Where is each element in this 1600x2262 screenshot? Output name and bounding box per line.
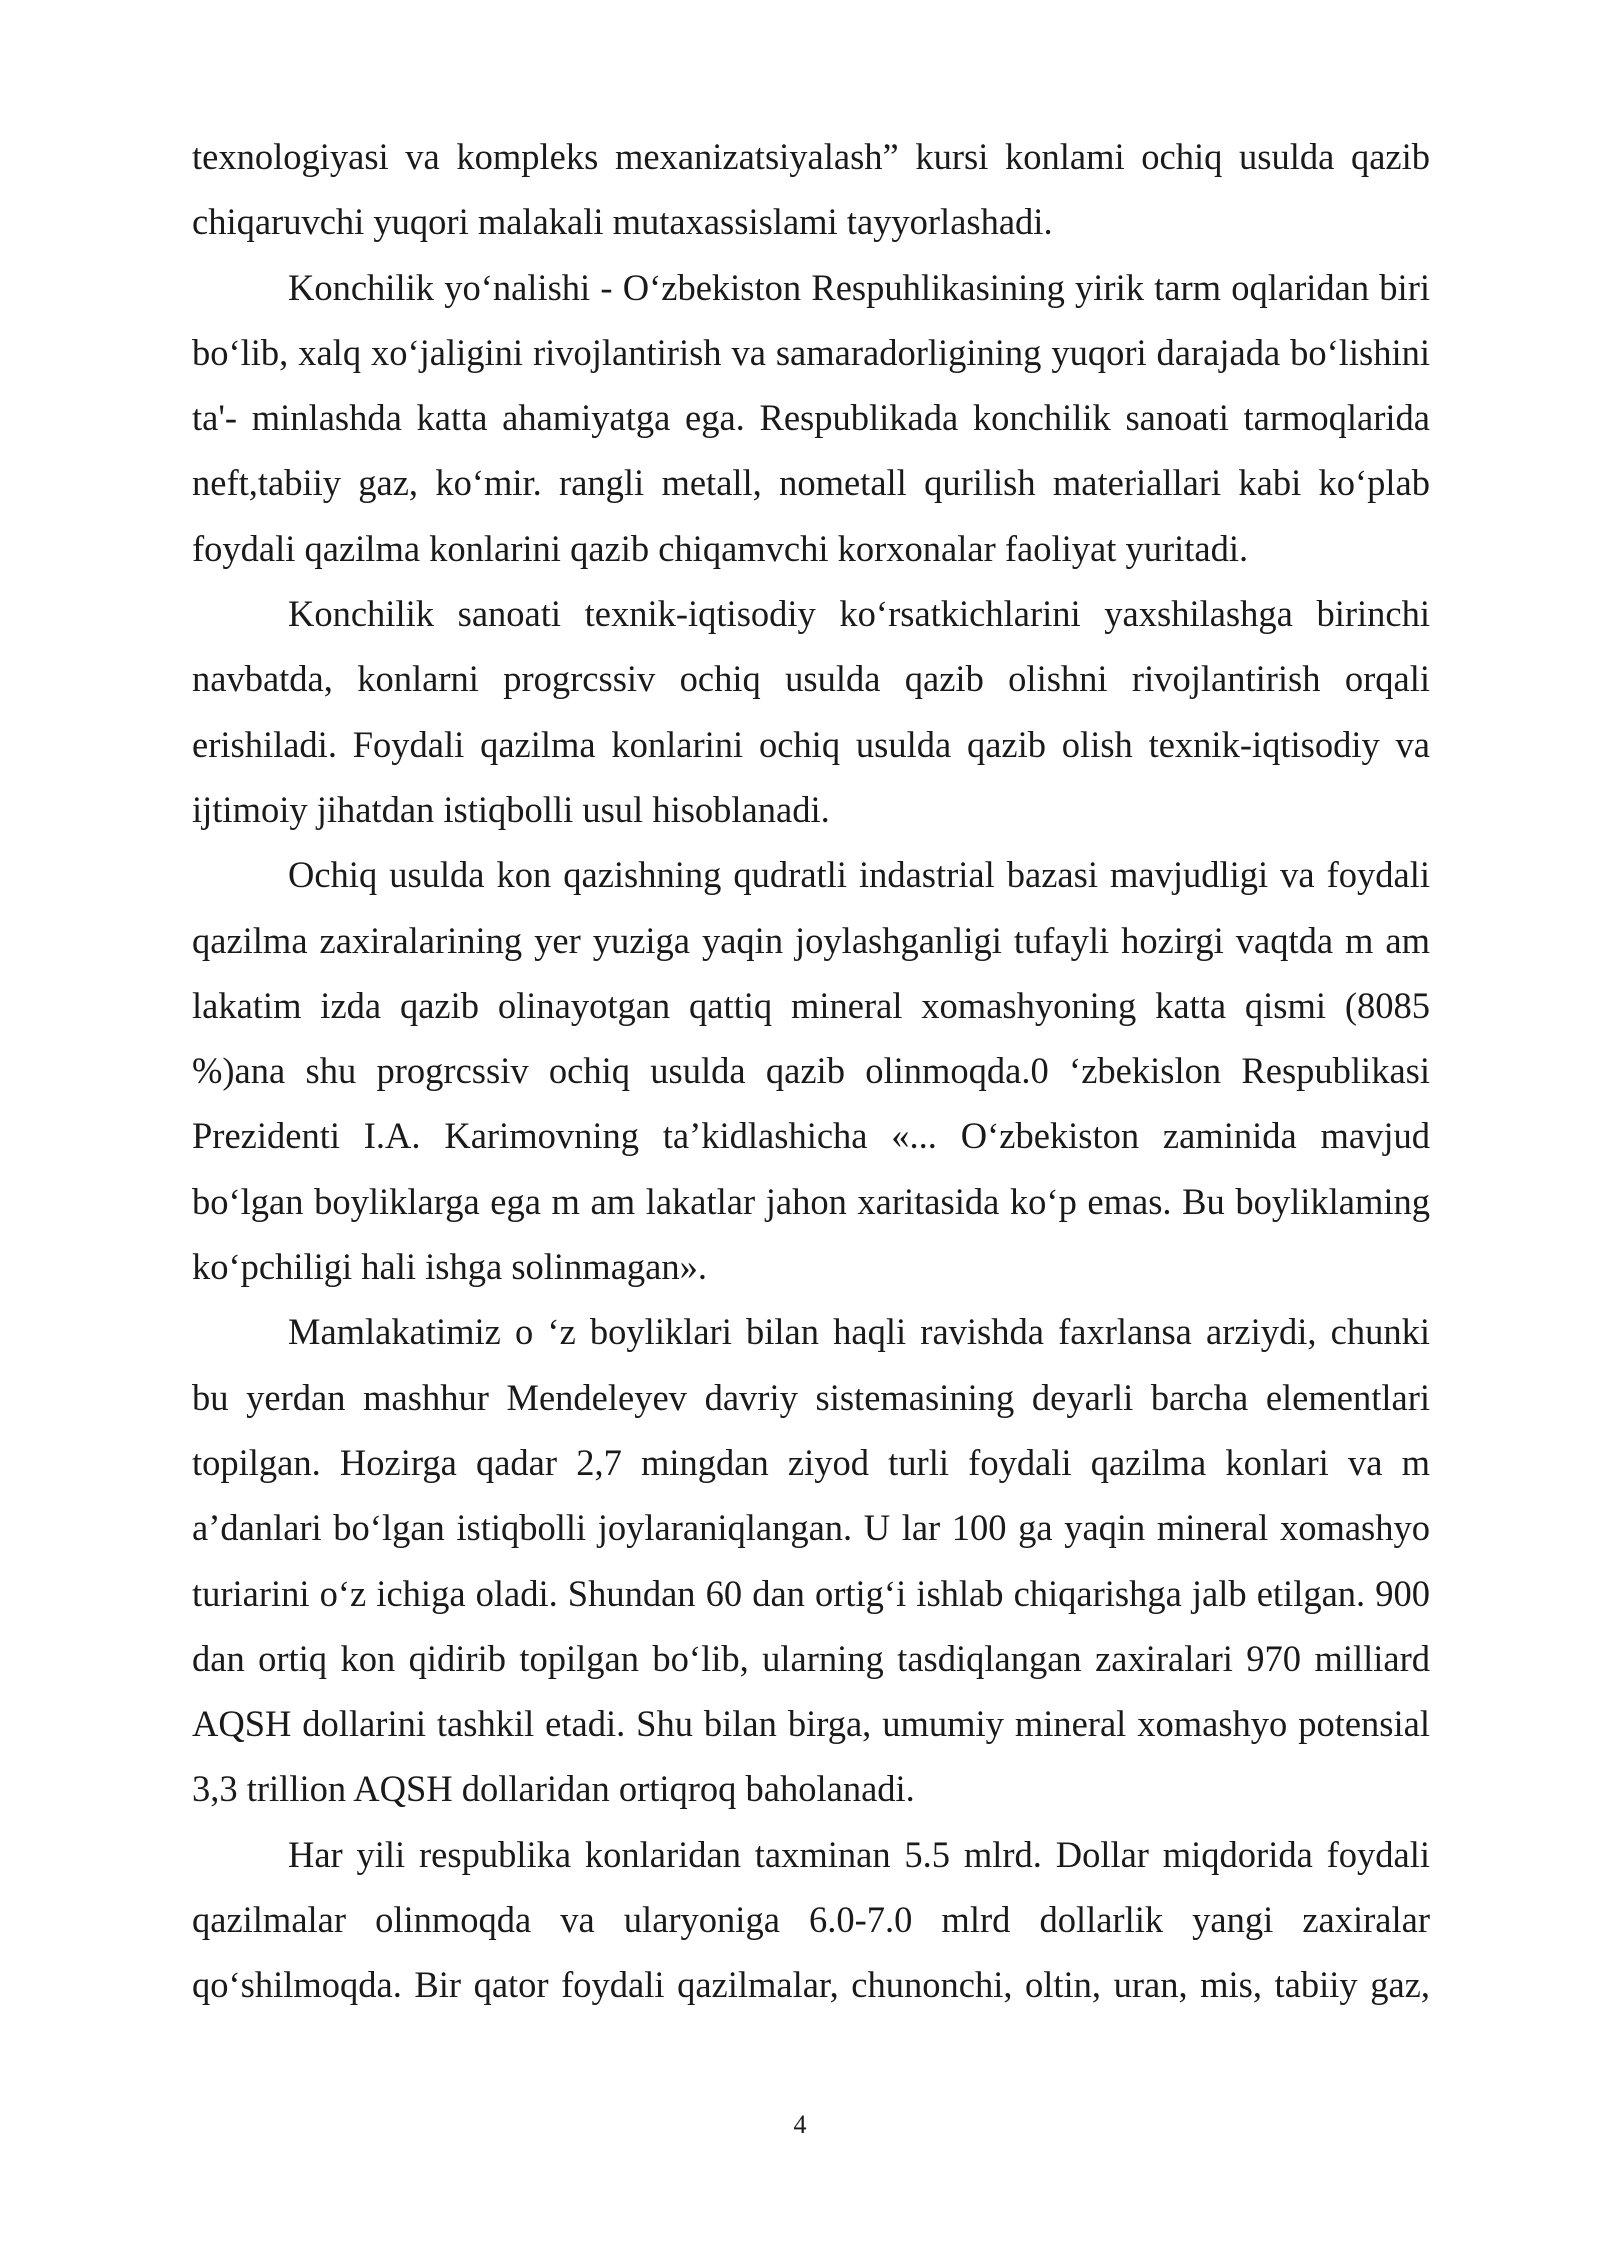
paragraph-4: Ochiq usulda kon qazishning qudratli indastrial bazasi mavjudligi va foydali qazilma zaxiralarining yer yuziga yaqin joylashganligi tufayli hozirgi vaqtda m am lakatim izda qazib olinayotgan qattiq mineral xomashyoning katta qismi (8085 %)ana shu progrcssiv ochiq usulda qazib olinmoqda.0 ‘zbekislon Respublikasi Prezidenti I.A. Karimovning ta’kidlashicha «... O‘zbekiston zaminida mavjud bo‘lgan boyliklarga ega m am lakatlar jahon xaritasida ko‘p emas. Bu boyliklaming ko‘pchiligi hali ishga solinmagan». bbox=[192, 854, 1430, 1288]
paragraph-6: Har yili respublika konlaridan taxminan 5.5 mlrd. Dollar miqdorida foydali qazilmalar olinmoqda va ularyoniga 6.0-7.0 mlrd dollarlik yangi zaxiralar qo‘shilmoqda. Bir qator foydali qazilmalar, chunonchi, oltin, uran, mis, tabiiy gaz, bbox=[192, 1833, 1430, 2006]
page-number: 4 bbox=[793, 2110, 807, 2139]
paragraph-2: Konchilik yo‘nalishi - O‘zbekiston Respuhlikasining yirik tarm oqlaridan biri bo‘lib, xalq xo‘jaligini rivojlantirish va samaradorligining yuqori darajada bo‘lishini ta'- minlashda katta ahamiyatga ega. Respublikada konchilik sanoati tarmoqlarida neft,tabiiy gaz, ko‘mir. rangli metall, nometall qurilish materiallari kabi ko‘plab foydali qazilma konlarini qazib chiqamvchi korxonalar faoliyat yuritadi. bbox=[192, 266, 1430, 569]
paragraph-5: Mamlakatimiz o ‘z boyliklari bilan haqli ravishda faxrlansa arziydi, chunki bu yerdan mashhur Mendeleyev davriy sistemasining deyarli barcha elementlari topilgan. Hozirga qadar 2,7 mingdan ziyod turli foydali qazilma konlari va m a’danlari bo‘lgan istiqbolli joylaraniqlangan. U lar 100 ga yaqin mineral xomashyo turiarini o‘z ichiga oladi. Shundan 60 dan ortig‘i ishlab chiqarishga jalb etilgan. 900 dan ortiq kon qidirib topilgan bo‘lib, ularning tasdiqlangan zaxiralari 970 milliard AQSH dollarini tashkil etadi. Shu bilan birga, umumiy mineral xomashyo potensial 3,3 trillion AQSH dollaridan ortiqroq baholanadi. bbox=[192, 1311, 1430, 1810]
paragraph-3: Konchilik sanoati texnik-iqtisodiy ko‘rsatkichlarini yaxshilashga birinchi navbatda, konlarni progrcssiv ochiq usulda qazib olishni rivojlantirish orqali erishiladi. Foydali qazilma konlarini ochiq usulda qazib olish texnik-iqtisodiy va ijtimoiy jihatdan istiqbolli usul hisoblanadi. bbox=[192, 593, 1430, 830]
paragraph-1: texnologiyasi va kompleks mexanizatsiyalash” kursi konlami ochiq usulda qazib chiqaruvchi yuqori malakali mutaxassislami tayyorlashadi. bbox=[192, 136, 1430, 243]
document-body bbox=[192, 124, 1430, 2018]
